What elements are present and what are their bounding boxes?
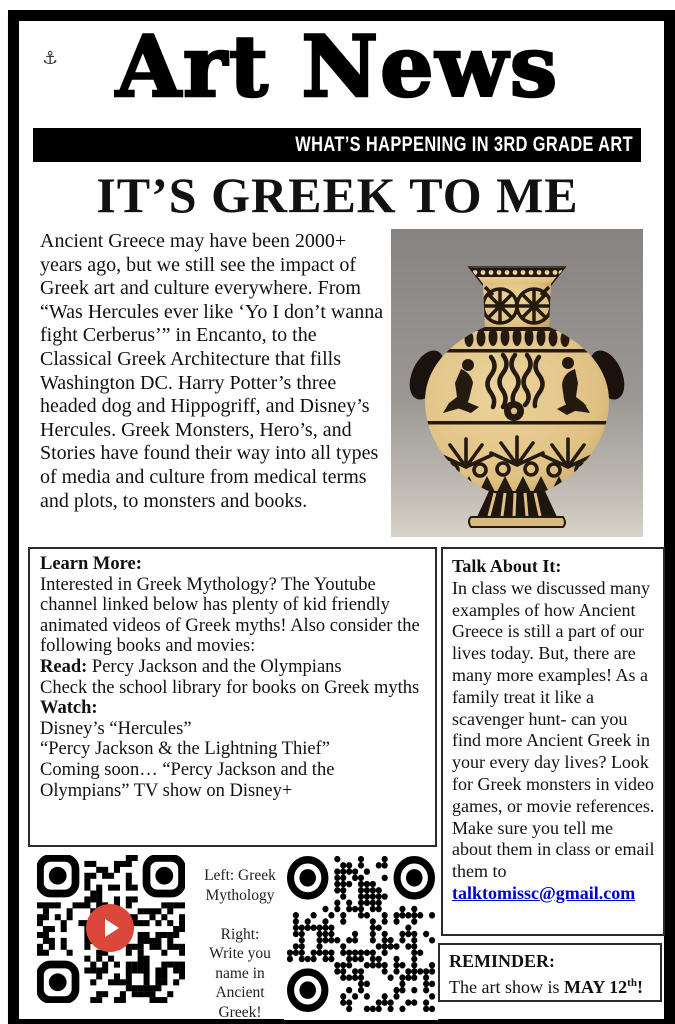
caption-line: Ancient xyxy=(215,984,265,1001)
qr-code-ancient-greek-pattern xyxy=(287,856,435,1012)
youtube-logo-icon xyxy=(86,904,134,952)
read-label: Read: xyxy=(40,656,88,677)
reminder-text xyxy=(449,972,651,998)
masthead-title: Art News xyxy=(115,17,560,116)
caption-line: Left: Greek xyxy=(204,867,276,884)
subtitle-banner-label: WHAT’S HAPPENING IN 3RD GRADE ART xyxy=(295,133,633,156)
talk-about-text xyxy=(452,578,655,905)
anchor-icon: ⚓ xyxy=(42,48,59,69)
subtitle-banner xyxy=(33,128,641,162)
greek-vase-illustration xyxy=(391,229,643,537)
reminder-exclaim: ! xyxy=(636,977,643,997)
learn-more-read-line xyxy=(40,657,425,678)
learn-more-box xyxy=(28,547,437,847)
caption-line xyxy=(190,905,290,925)
reminder-title: REMINDER: xyxy=(449,951,555,971)
talk-about-body: In class we discussed many examples of how Ancient Greece is still a part of our lives today. But, there are many more examples! As a family treat it like a scavenger hunt- can you find more Ancient Greek in your every day lives? Look for Greek monsters in video games, or movie references. Make sure you tell me about them in class or email them to xyxy=(452,577,655,882)
talk-about-it-box xyxy=(441,547,665,936)
caption-line: Right: xyxy=(220,925,260,943)
youtube-play-icon xyxy=(105,919,119,937)
qr-captions xyxy=(190,866,290,1022)
caption-line: Greek! xyxy=(218,1003,262,1021)
learn-more-intro: Interested in Greek Mythology? The Youtube channel linked below has plenty of kid friendly animated videos of Greek myths! Also consider the following books and movies: xyxy=(40,574,420,657)
talk-about-title: Talk About It: xyxy=(452,556,562,576)
read-text: Percy Jackson and the Olympians xyxy=(87,656,342,677)
caption-line: name in xyxy=(215,964,265,982)
reminder-date: MAY 12 xyxy=(563,977,628,997)
reminder-date-sup: th xyxy=(627,977,637,989)
greek-vase-photo xyxy=(391,229,643,537)
watch-label: Watch: xyxy=(40,698,98,719)
reminder-prefix: The art show is xyxy=(449,977,564,997)
learn-more-title: Learn More: xyxy=(40,554,142,574)
email-link[interactable]: talktomissc@gmail.com xyxy=(452,882,636,903)
caption-line: Write you xyxy=(209,945,271,962)
learn-more-read-note: Check the school library for books on Greek myths xyxy=(40,677,420,698)
watch-item: Coming soon… “Percy Jackson and the Olympians” TV show on Disney+ xyxy=(40,759,335,801)
intro-paragraph: Ancient Greece may have been 2000+ years ago, but we still see the impact of Greek art and culture everywhere. From “Was Hercules ever like ‘Yo I don’t wanna fight Cerberus’” in Encanto, to the Classical Greek Architecture that fills Washington DC. Harry Potter’s three headed dog and Hippogriff, and Disney’s Hercules. Greek Monsters, Hero’s, and Stories have found their way into all types of media and culture from medical terms and plots, to monsters and books. xyxy=(40,230,384,512)
qr-code-ancient-greek xyxy=(284,853,438,1020)
watch-item: “Percy Jackson & the Lightning Thief” xyxy=(40,739,330,760)
watch-item: Disney’s “Hercules” xyxy=(40,718,192,739)
caption-line: Mythology xyxy=(205,886,275,904)
reminder-box xyxy=(438,943,662,1002)
article-headline: IT’S GREEK TO ME xyxy=(96,167,579,223)
